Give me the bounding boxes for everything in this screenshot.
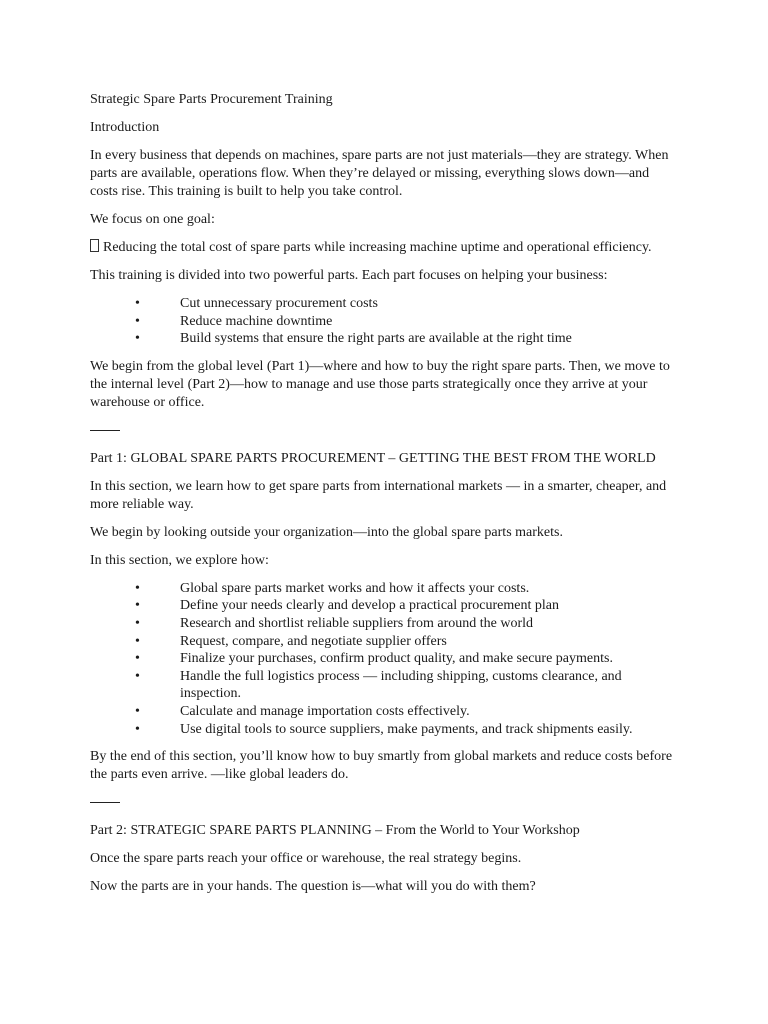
bullet-icon: • <box>135 633 140 649</box>
list-item: • Reduce machine downtime <box>135 313 333 329</box>
list-item: • Use digital tools to source suppliers, make payments, and track shipments easily. <box>135 721 633 737</box>
bullet-icon: • <box>135 598 140 614</box>
list-item: • Finalize your purchases, confirm product quality, and make secure payments. <box>135 651 613 667</box>
part1-bullet-list <box>90 580 680 738</box>
begin-paragraph: We begin from the global level (Part 1)—where and how to buy the right spare parts. Then, we move to the internal level (Part 2)—how to manage and use those parts strategically once they arrive at your warehouse or office. <box>90 358 670 410</box>
bullet-icon: • <box>135 296 140 311</box>
intro-paragraph: In every business that depends on machines, spare parts are not just materials—they are strategy. When parts are available, operations flow. When they’re delayed or missing, everything slows down—and costs rise. This training is built to help you take control. <box>90 148 669 199</box>
part2-paragraph: Now the parts are in your hands. The question is—what will you do with them? <box>90 879 536 895</box>
bullet-icon: • <box>135 651 140 667</box>
part1-paragraph: In this section, we explore how: <box>90 552 269 568</box>
goal-text: Reducing the total cost of spare parts while increasing machine uptime and operational efficiency. <box>103 240 652 255</box>
part1-paragraph: We begin by looking outside your organization—into the global spare parts markets. <box>90 524 563 540</box>
document-title: Strategic Spare Parts Procurement Training <box>90 92 333 107</box>
bullet-icon: • <box>135 668 140 684</box>
list-item: • Global spare parts market works and how it affects your costs. <box>135 580 530 596</box>
list-item: • Research and shortlist reliable suppliers from around the world <box>135 615 534 631</box>
list-item: • Calculate and manage importation costs effectively. <box>135 703 470 719</box>
list-item: • Handle the full logistics process — including shipping, customs clearance, and inspection. <box>135 668 622 702</box>
bullet-icon: • <box>135 331 140 347</box>
list-item: • Request, compare, and negotiate supplier offers <box>135 633 447 649</box>
part2-heading: Part 2: STRATEGIC SPARE PARTS PLANNING – From the World to Your Workshop <box>90 823 580 839</box>
intro-bullet-list <box>90 295 680 348</box>
goal-line <box>90 239 680 257</box>
list-item: • Cut unnecessary procurement costs <box>135 296 378 311</box>
bullet-icon: • <box>135 313 140 329</box>
bullet-icon: • <box>135 580 140 596</box>
section-divider <box>90 430 120 431</box>
bullet-icon: • <box>135 615 140 631</box>
focus-line: We focus on one goal: <box>90 212 215 227</box>
part1-heading: Part 1: GLOBAL SPARE PARTS PROCUREMENT – GETTING THE BEST FROM THE WORLD <box>90 450 656 466</box>
section-divider <box>90 802 120 803</box>
list-item: • Define your needs clearly and develop a practical procurement plan <box>135 598 559 614</box>
document-page <box>90 91 680 906</box>
part1-paragraph: In this section, we learn how to get spare parts from international markets — in a smarter, cheaper, and more reliable way. <box>90 478 667 512</box>
intro-heading: Introduction <box>90 120 160 135</box>
missing-glyph-icon <box>90 239 99 252</box>
part1-closing: By the end of this section, you’ll know how to buy smartly from global markets and reduce costs before the parts even arrive. —like global leaders do. <box>90 749 673 783</box>
bullet-icon: • <box>135 721 140 737</box>
divided-line: This training is divided into two powerful parts. Each part focuses on helping your business: <box>90 268 608 283</box>
list-item: • Build systems that ensure the right parts are available at the right time <box>135 331 572 347</box>
bullet-icon: • <box>135 703 140 719</box>
part2-paragraph: Once the spare parts reach your office or warehouse, the real strategy begins. <box>90 851 522 867</box>
